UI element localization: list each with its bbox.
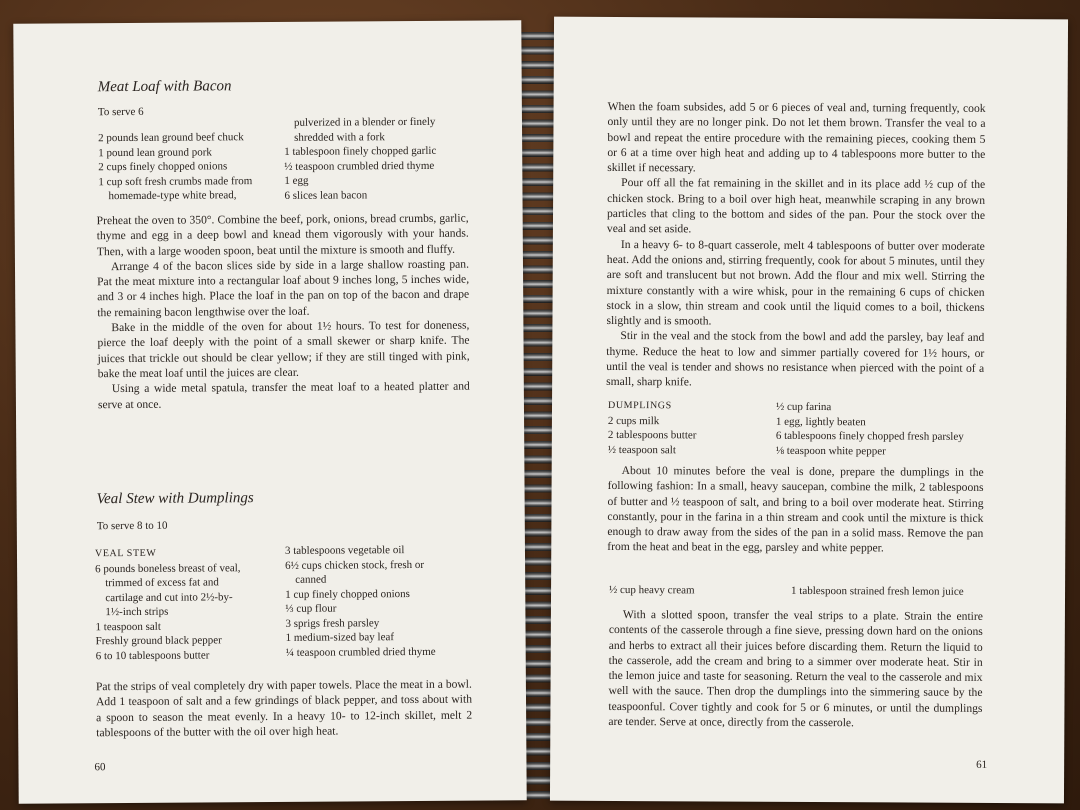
- ingredient: 2 tablespoons butter: [607, 428, 697, 442]
- ingredient: 1 tablespoon strained fresh lemon juice: [791, 584, 964, 598]
- ingredient: 6 pounds boneless breast of veal,: [95, 561, 241, 575]
- ingredient: 3 sprigs fresh parsley: [285, 616, 380, 630]
- ingredient: 3 tablespoons vegetable oil: [284, 544, 405, 557]
- ingredient: 6 to 10 tablespoons butter: [95, 648, 210, 662]
- ingredient: 1 teaspoon salt: [95, 620, 161, 633]
- recipe-title-veal-stew: Veal Stew with Dumplings: [96, 490, 254, 508]
- ingredient: 2 cups finely chopped onions: [98, 160, 228, 174]
- ingredients-column-1: [98, 130, 252, 204]
- ingredient: ½ cup farina: [775, 400, 832, 414]
- ingredients-column-1: [95, 546, 241, 663]
- ingredient: trimmed of excess fat and: [105, 576, 219, 590]
- paragraph: Stir in the veal and the stock from the bowl and add the parsley, bay leaf and thyme. Reduce the heat to low and simmer partially covered for 1½ hours, or until the veal is tender and shows no resistance when pierced with the point of a small, sharp knife.: [606, 329, 985, 389]
- veal-stew-instructions: [96, 677, 472, 741]
- ingredient: ⅓ cup flour: [285, 602, 337, 615]
- ingredient: ½ cup heavy cream: [609, 583, 695, 597]
- paragraph: Arrange 4 of the bacon slices side by side in a large shallow roasting pan. Pat the meat mixture into a rectangular loaf about 9 inches long, 5 inches wide, and 3 or 4 inches high. Place the loaf in the pan on top of the bacon and drape the remaining bacon lengthwise over the loaf.: [97, 257, 470, 319]
- ingredient: pulverized in a blender or finely: [293, 115, 436, 129]
- ingredient: 2 pounds lean ground beef chuck: [98, 131, 244, 145]
- dumplings-instructions: [607, 463, 983, 557]
- ingredient: 2 cups milk: [607, 414, 660, 427]
- ingredient: 1 tablespoon finely chopped garlic: [284, 144, 437, 158]
- ingredient: 1 pound lean ground pork: [98, 145, 212, 159]
- paragraph: Bake in the middle of the oven for about 1½ hours. To test for doneness, pierce the loaf deeply with the point of a small skewer or sharp knife. The juices that trickle out should be clear yellow; if they are still tinged with pink, bake the meat loaf until the juices are clear.: [97, 318, 470, 381]
- page-number: 61: [976, 758, 988, 771]
- final-instructions: [608, 607, 983, 731]
- section-heading: VEAL STEW: [94, 547, 157, 560]
- page-number: 60: [94, 761, 106, 774]
- ingredient: ½ teaspoon crumbled dried thyme: [284, 159, 435, 173]
- meat-loaf-instructions: [97, 211, 470, 412]
- ingredient: cartilage and cut into 2½-by-: [105, 590, 233, 604]
- ingredient: shredded with a fork: [294, 130, 385, 144]
- left-page: [13, 20, 526, 804]
- paragraph: When the foam subsides, add 5 or 6 pieces of veal and, turning frequently, cook only until they are no longer pink. Do not let them brown. Transfer the veal to a bowl and repeat the entire procedure with the remaining pieces, cooking them 5 or 6 at a time over high heat and adding up to 4 tablespoons more butter to the skillet if necessary.: [607, 99, 986, 175]
- recipe-title-meat-loaf: Meat Loaf with Bacon: [97, 78, 232, 96]
- ingredients-column-2: [285, 543, 436, 660]
- ingredient: 1 cup soft fresh crumbs made from: [98, 174, 253, 188]
- paragraph: Pat the strips of veal completely dry with paper towels. Place the meat in a bowl. Add 1 teaspoon of salt and a few grindings of black pepper, and toss about with a spoon to season the meat evenly. In a heavy 10- to 12-inch skillet, melt 2 tablespoons of the butter with the oil over high heat.: [95, 677, 473, 740]
- serves-note: To serve 8 to 10: [96, 519, 168, 533]
- ingredient: 1½-inch strips: [105, 605, 169, 619]
- ingredient: 6½ cups chicken stock, fresh or: [285, 558, 425, 572]
- veal-stew-instructions-continued: [606, 99, 986, 392]
- ingredient: ⅛ teaspoon white pepper: [775, 444, 886, 457]
- ingredient: 6 slices lean bacon: [284, 188, 368, 202]
- dumplings-column-1: [608, 399, 697, 457]
- paragraph: In a heavy 6- to 8-quart casserole, melt 4 tablespoons of butter over moderate heat. Add the onions and, stirring frequently, cook for about 5 minutes, until they are soft and translucent but not brown. Add the flour and mix well. Stirring the mixture constantly with a wire whisk, pour in the remaining 6 cups of chicken stock in a slow, thin stream and cook until the liquid comes to a boil, thickens slightly and is smooth.: [606, 237, 985, 328]
- serves-note: To serve 6: [97, 105, 144, 119]
- ingredient: 6 tablespoons finely chopped fresh parsley: [775, 429, 964, 443]
- ingredient: 1 egg, lightly beaten: [775, 415, 866, 428]
- ingredient: Freshly ground black pepper: [95, 634, 222, 648]
- ingredient: ½ teaspoon salt: [607, 443, 676, 456]
- ingredients-column-2: [284, 115, 437, 203]
- paragraph: Using a wide metal spatula, transfer the meat loaf to a heated platter and serve at once.: [97, 379, 470, 411]
- ingredient: homemade-type white bread,: [108, 189, 237, 203]
- dumplings-column-2: [776, 400, 964, 459]
- right-page: [550, 17, 1068, 804]
- paragraph: With a slotted spoon, transfer the veal strips to a plate. Strain the entire contents of the casserole through a fine sieve, pressing down hard on the onions and herbs to extract all their juices before discarding them. Return the liquid to the casserole, add the cream and bring to a simmer over moderate heat. Stir in the lemon juice and taste for seasoning. Return the veal to the casserole and mix well with the sauce. Then drop the dumplings into the simmering sauce by the teaspoonful. Cover tightly and cook for 5 or 6 minutes, or until the dumplings are tender. Serve at once, directly from the casserole.: [608, 608, 983, 730]
- paragraph: About 10 minutes before the veal is done, prepare the dumplings in the following fashion: In a small, heavy saucepan, combine the milk, 2 tablespoons of butter and ½ teaspoon of salt, and bring to a boil over moderate heat. Stirring constantly, pour in the farina in a thin stream and cook until the mixture is thick enough to draw away from the sides of the pan in a solid mass. Remove the pan from the heat and beat in the egg, parsley and white pepper.: [607, 464, 984, 555]
- ingredient: 1 cup finely chopped onions: [285, 587, 410, 601]
- paragraph: Pour off all the fat remaining in the skillet and in its place add ½ cup of the chicken stock. Bring to a boil over high heat, meanwhile scraping in any brown particles that cling to the bottom and sides of the pan. Pour the stock over the veal and set aside.: [606, 176, 986, 236]
- paragraph: Preheat the oven to 350°. Combine the beef, pork, onions, bread crumbs, garlic, thyme and egg in a deep bowl and knead them vigorously with your hands. Then, with a large wooden spoon, beat until the mixture is smooth and fluffy.: [96, 211, 469, 258]
- ingredient: 1 egg: [284, 174, 309, 187]
- ingredient: ¼ teaspoon crumbled dried thyme: [285, 645, 436, 659]
- ingredient: canned: [295, 573, 327, 586]
- section-heading: DUMPLINGS: [607, 399, 672, 412]
- ingredient: 1 medium-sized bay leaf: [285, 631, 395, 644]
